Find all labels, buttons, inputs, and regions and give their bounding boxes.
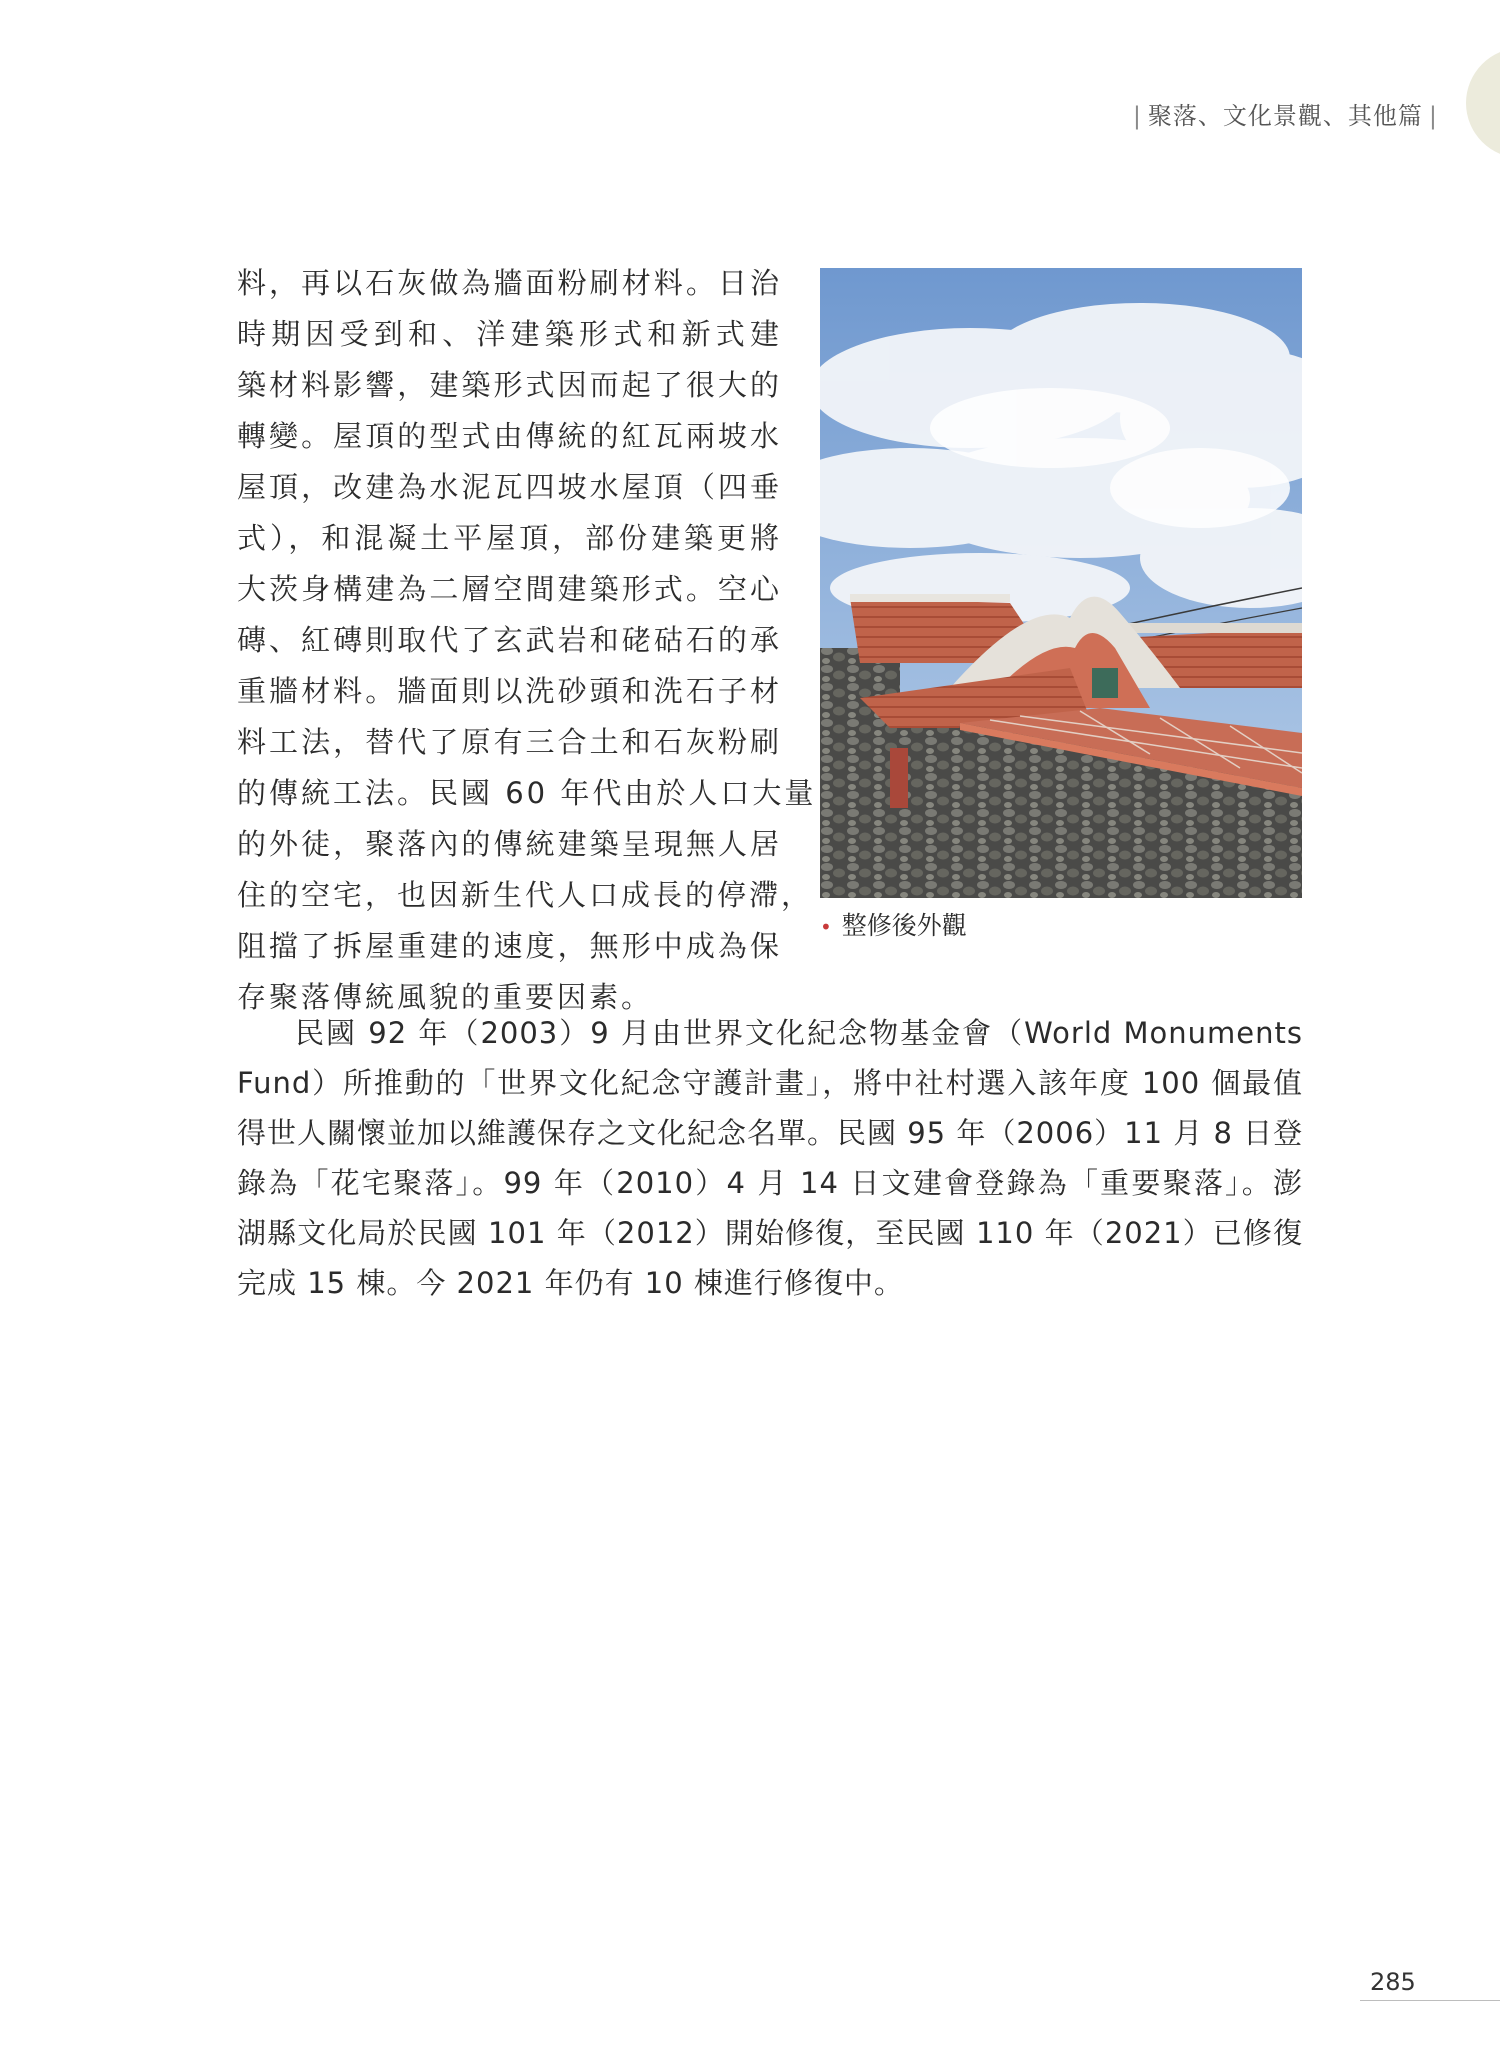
running-title: 聚落、文化景觀、其他篇 [1147, 102, 1423, 130]
text-line: 時期因受到和、洋建築形式和新式建 [237, 317, 782, 351]
text-line: 的傳統工法。民國 60 年代由於人口大量 [237, 776, 817, 810]
chapter-tab [1466, 48, 1500, 158]
text-line: 大茨身構建為二層空間建築形式。空心 [237, 572, 782, 606]
building-photo [820, 268, 1302, 898]
photo-caption [820, 906, 967, 942]
page-number: 285 [1370, 1968, 1416, 1996]
running-header [1127, 96, 1444, 131]
text-line: 完成 15 棟。今 2021 年仍有 10 棟進行修復中。 [237, 1266, 904, 1300]
body-column-paragraph [237, 258, 817, 1023]
text-line: 民國 92 年（2003）9 月由世界文化紀念物基金會（World Monuments [295, 1016, 1303, 1050]
text-line: 式），和混凝土平屋頂，部份建築更將 [237, 521, 782, 555]
text-line: 湖縣文化局於民國 101 年（2012）開始修復，至民國 110 年（2021）已修復 [237, 1216, 1303, 1250]
text-line: 轉變。屋頂的型式由傳統的紅瓦兩坡水 [237, 419, 782, 453]
text-line: 錄為「花宅聚落」。99 年（2010）4 月 14 日文建會登錄為「重要聚落」。澎 [237, 1166, 1303, 1200]
text-line: 住的空宅，也因新生代人口成長的停滯， [237, 878, 814, 912]
text-line: 料，再以石灰做為牆面粉刷材料。日治 [237, 266, 782, 300]
text-line: 料工法，替代了原有三合土和石灰粉刷 [237, 725, 782, 759]
text-line: 得世人關懷並加以維護保存之文化紀念名單。民國 95 年（2006）11 月 8 日登 [237, 1116, 1304, 1150]
text-line: Fund）所推動的「世界文化紀念守護計畫」，將中社村選入該年度 100 個最值 [237, 1066, 1303, 1100]
text-line: 阻擋了拆屋重建的速度，無形中成為保 [237, 929, 782, 963]
text-line: 存聚落傳統風貌的重要因素。 [237, 980, 654, 1014]
text-line: 的外徒，聚落內的傳統建築呈現無人居 [237, 827, 782, 861]
caption-text: 整修後外觀 [841, 911, 967, 940]
caption-bullet: • [820, 915, 832, 939]
header-bar-right: | [1428, 102, 1438, 130]
footer-rule [1360, 2000, 1500, 2001]
body-full-paragraph [237, 1008, 1303, 1308]
text-line: 屋頂，改建為水泥瓦四坡水屋頂（四垂 [237, 470, 782, 504]
text-line: 磚、紅磚則取代了玄武岩和硓𥑮石的承 [237, 623, 782, 657]
text-line: 築材料影響，建築形式因而起了很大的 [237, 368, 782, 402]
header-bar-left: | [1132, 102, 1142, 130]
text-line: 重牆材料。牆面則以洗砂頭和洗石子材 [237, 674, 782, 708]
